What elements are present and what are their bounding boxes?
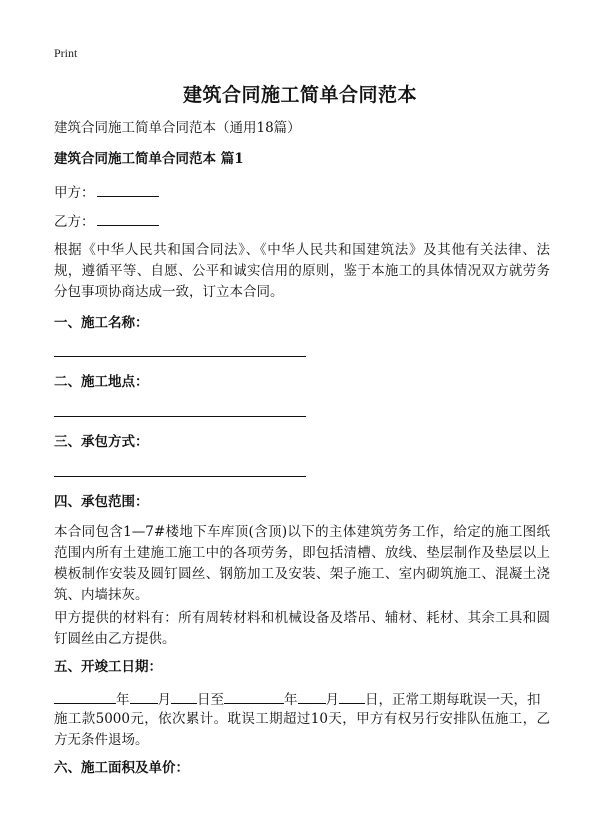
party-b-line	[54, 211, 159, 233]
construction-name-blank	[54, 356, 306, 357]
end-day-blank	[339, 688, 365, 704]
end-day-label: 日，正常工期每耽误一天，扣	[365, 692, 541, 708]
heading-construction-site: 二、施工地点：	[54, 374, 149, 390]
start-day-blank	[171, 688, 197, 704]
heading-contract-scope: 四、承包范围：	[54, 494, 149, 510]
end-month-blank	[298, 688, 326, 704]
start-month-label: 月	[157, 692, 171, 708]
materials-paragraph: 甲方提供的材料有：所有周转材料和机械设备及塔吊、辅材、耗材、其余工具和圆钉圆丝由乙方提供。	[54, 610, 550, 647]
heading-construction-name: 一、施工名称：	[54, 315, 149, 331]
end-year-label: 年	[284, 692, 298, 708]
document-title: 建筑合同施工简单合同范本	[182, 84, 417, 106]
contract-method-blank	[54, 476, 306, 477]
intro-paragraph: 根据《中华人民共和国合同法》、《中华人民共和国建筑法》及其他有关法律、法规，遵循平等、自愿、公平和诚实信用的原则，鉴于本施工的具体情况双方就劳务分包事项协商达成一致，订立本合同。	[54, 242, 550, 300]
print-label: Print	[54, 46, 78, 60]
end-year-blank	[224, 688, 284, 704]
dates-line	[54, 688, 541, 711]
construction-site-blank	[54, 416, 306, 417]
party-b-blank	[97, 211, 159, 226]
scope-paragraph: 本合同包含1—7#楼地下车库顶(含顶)以下的主体建筑劳务工作，给定的施工图纸范围内所有土建施工施工中的各项劳务，即包括清槽、放线、垫层制作及垫层以上模板制作安装及圆钉圆丝、钢筋加工及安装、架子施工、室内砌筑施工、混凝土浇筑、内墙抹灰。	[54, 524, 550, 603]
heading-area-and-price: 六、施工面积及单价：	[54, 760, 189, 776]
party-a-line	[54, 182, 159, 204]
party-a-blank	[97, 182, 159, 197]
delay-penalty-paragraph: 施工款5000元，依次累计。耽误工期超过10天，甲方有权另行安排队伍施工，乙方无条件退场。	[54, 711, 550, 748]
document-subtitle: 建筑合同施工简单合同范本（通用18篇）	[54, 120, 301, 136]
start-year-label: 年	[116, 692, 130, 708]
heading-contract-method: 三、承包方式：	[54, 434, 149, 450]
end-month-label: 月	[325, 692, 339, 708]
heading-start-end-dates: 五、开竣工日期：	[54, 659, 162, 675]
section-heading: 建筑合同施工简单合同范本 篇1	[54, 151, 244, 167]
start-month-blank	[130, 688, 158, 704]
start-day-label: 日至	[197, 692, 224, 708]
party-a-label: 甲方：	[54, 185, 95, 201]
party-b-label: 乙方：	[54, 214, 95, 230]
start-year-blank	[54, 688, 116, 704]
